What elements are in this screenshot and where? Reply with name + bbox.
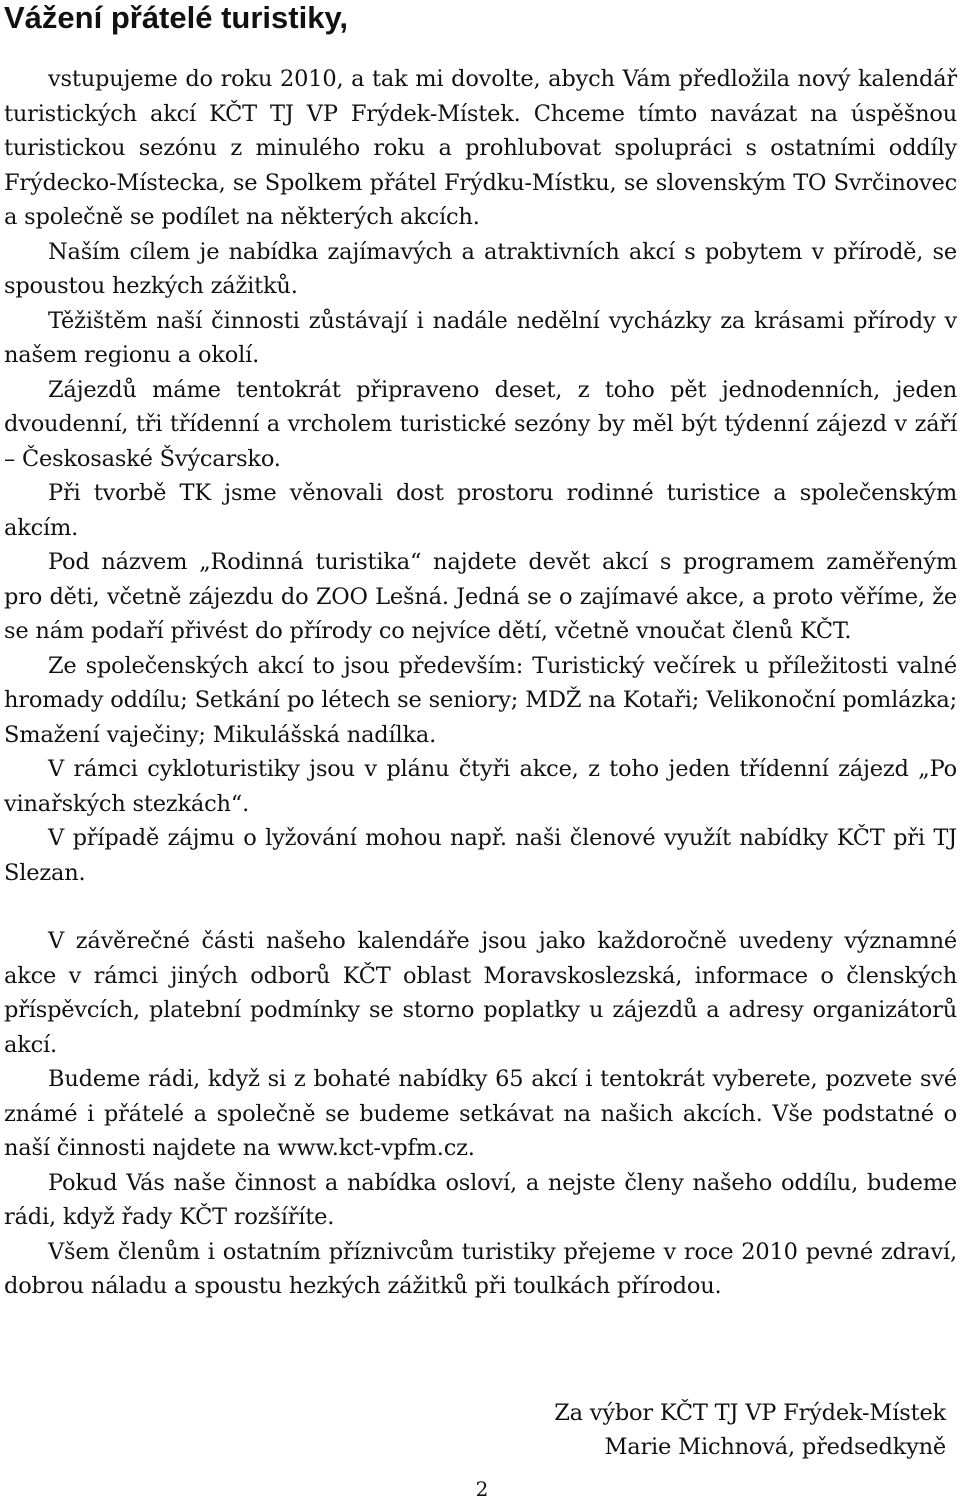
paragraph-social-events: Ze společenských akcí to jsou především: Turistický večírek u příležitosti valné hromady oddílu; Setkání po létech se seniory; MDŽ na Kotaři; Velikonoční pomlázka; Smažení vaječiny; Mikulášská nadílka.	[4, 652, 957, 748]
signature-name: Marie Michnová, předsedkyně	[604, 1434, 946, 1460]
letter-heading: Vážení přátelé turistiky,	[4, 0, 348, 35]
paragraph-invitation: Budeme rádi, když si z bohaté nabídky 65 akcí i tentokrát vyberete, pozvete své známé i přátelé a společně se budeme setkávat na našich akcích. Vše podstatné o naší činnosti najdete na www.kct-vpfm.cz.	[4, 1066, 957, 1161]
paragraph-family-hiking: Pod názvem „Rodinná turistika“ najdete devět akcí s programem zaměřeným pro děti, včetně zájezdu do ZOO Lešná. Jedná se o zajímavé akce, a proto věříme, že se nám podaří přivést do přírody co nejvíce dětí, včetně vnoučat členů KČT.	[4, 549, 957, 644]
page-number: 2	[475, 1477, 489, 1501]
paragraph-membership: Pokud Vás naše činnost a nabídka osloví, a nejste členy našeho oddílu, budeme rádi, když řady KČT rozšíříte.	[4, 1169, 957, 1230]
paragraph-wishes: Všem členům i ostatním příznivcům turistiky přejeme v roce 2010 pevné zdraví, dobrou náladu a spoustu hezkých zážitků při toulkách přírodou.	[4, 1238, 957, 1299]
signature-committee: Za výbor KČT TJ VP Frýdek-Místek	[554, 1400, 946, 1426]
paragraph-final-section: V závěrečné části našeho kalendáře jsou jako každoročně uvedeny významné akce v rámci jiných odborů KČT oblast Moravskoslezská, informace o členských příspěvcích, platební podmínky se storno poplatky u zájezdů a adresy organizátorů akcí.	[4, 928, 957, 1058]
paragraph-cycling: V rámci cykloturistiky jsou v plánu čtyři akce, z toho jeden třídenní zájezd „Po vinařských stezkách“.	[4, 756, 957, 817]
paragraph-walks: Těžištěm naší činnosti zůstávají i nadále nedělní vycházky za krásami přírody v našem regionu a okolí.	[4, 307, 957, 368]
paragraph-goal: Naším cílem je nabídka zajímavých a atraktivních akcí s pobytem v přírodě, se spoustou hezkých zážitků.	[4, 238, 957, 299]
signature-block	[426, 1396, 946, 1464]
paragraph-intro: vstupujeme do roku 2010, a tak mi dovolte, abych Vám předložila nový kalendář turistických akcí KČT TJ VP Frýdek-Místek. Chceme tímto navázat na úspěšnou turistickou sezónu z minulého roku a prohlubovat spolupráci s ostatními oddíly Frýdecko-Místecka, se Spolkem přátel Frýdku-Místku, se slovenským TO Svrčinovec a společně se podílet na některých akcích.	[4, 66, 957, 230]
paragraph-skiing: V případě zájmu o lyžování mohou např. naši členové využít nabídky KČT při TJ Slezan.	[4, 825, 957, 886]
paragraph-trips: Zájezdů máme tentokrát připraveno deset, z toho pět jednodenních, jeden dvoudenní, tři třídenní a vrcholem turistické sezóny by měl být týdenní zájezd v září – Českosaské Švýcarsko.	[4, 376, 957, 472]
letter-body	[4, 62, 957, 1304]
paragraph-family-social: Při tvorbě TK jsme věnovali dost prostoru rodinné turistice a společenským akcím.	[4, 480, 957, 541]
